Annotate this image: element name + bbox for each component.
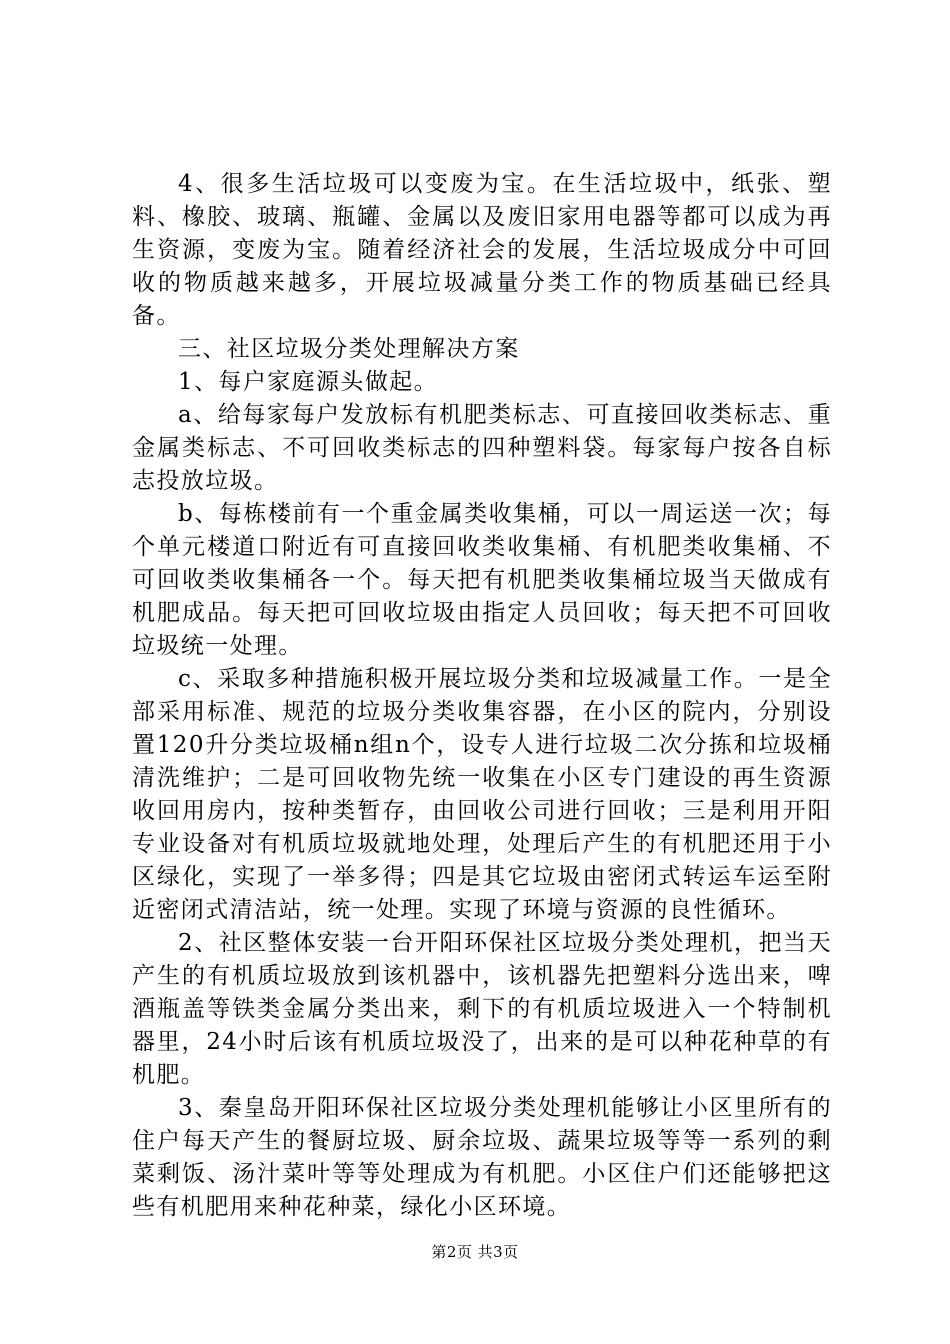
paragraph-item-2-machine: 2、社区整体安装一台开阳环保社区垃圾分类处理机，把当天产生的有机质垃圾放到该机器中，该机器先把塑料分选出来，啤酒瓶盖等铁类金属分类出来，剩下的有机质垃圾进入一个特制机器里，24小时后该有机质垃圾没了，出来的是可以种花种草的有机肥。	[132, 930, 832, 1088]
paragraph-item-3-qinhuangdao: 3、秦皇岛开阳环保社区垃圾分类处理机能够让小区里所有的住户每天产生的餐厨垃圾、厨余垃圾、蔬果垃圾等等一系列的剩菜剩饭、汤汁菜叶等等处理成为有机肥。小区住户们还能够把这些有机肥用来种花种菜，绿化小区环境。	[132, 1095, 832, 1220]
document-body	[132, 168, 832, 1224]
paragraph-item-a-bags: a、给每家每户发放标有机肥类标志、可直接回收类标志、重金属类标志、不可回收类标志的四种塑料袋。每家每户按各自标志投放垃圾。	[132, 402, 832, 494]
paragraph-item-c-measures: c、采取多种措施积极开展垃圾分类和垃圾减量工作。一是全部采用标准、规范的垃圾分类收集容器，在小区的院内，分别设置120升分类垃圾桶n组n个，设专人进行垃圾二次分拣和垃圾桶清洗维护；二是可回收物先统一收集在小区专门建设的再生资源收回用房内，按种类暂存，由回收公司进行回收；三是利用开阳专业设备对有机质垃圾就地处理，处理后产生的有机肥还用于小区绿化，实现了一举多得；四是其它垃圾由密闭式转运车运至附近密闭式清洁站，统一处理。实现了环境与资源的良性循环。	[132, 666, 832, 923]
page-number-footer: 第2页 共3页	[431, 1243, 519, 1261]
section-heading-solution: 三、社区垃圾分类处理解决方案	[178, 336, 520, 362]
paragraph-item-4-recyclable: 4、很多生活垃圾可以变废为宝。在生活垃圾中，纸张、塑料、橡胶、玻璃、瓶罐、金属以及废旧家用电器等都可以成为再生资源，变废为宝。随着经济社会的发展，生活垃圾成分中可回收的物质越来越多，开展垃圾减量分类工作的物质基础已经具备。	[132, 171, 832, 329]
paragraph-item-b-bins: b、每栋楼前有一个重金属类收集桶，可以一周运送一次；每个单元楼道口附近有可直接回收类收集桶、有机肥类收集桶、不可回收类收集桶各一个。每天把有机肥类收集桶垃圾当天做成有机肥成品。每天把可回收垃圾由指定人员回收；每天把不可回收垃圾统一处理。	[132, 501, 832, 659]
paragraph-item-1-household: 1、每户家庭源头做起。	[178, 369, 439, 395]
